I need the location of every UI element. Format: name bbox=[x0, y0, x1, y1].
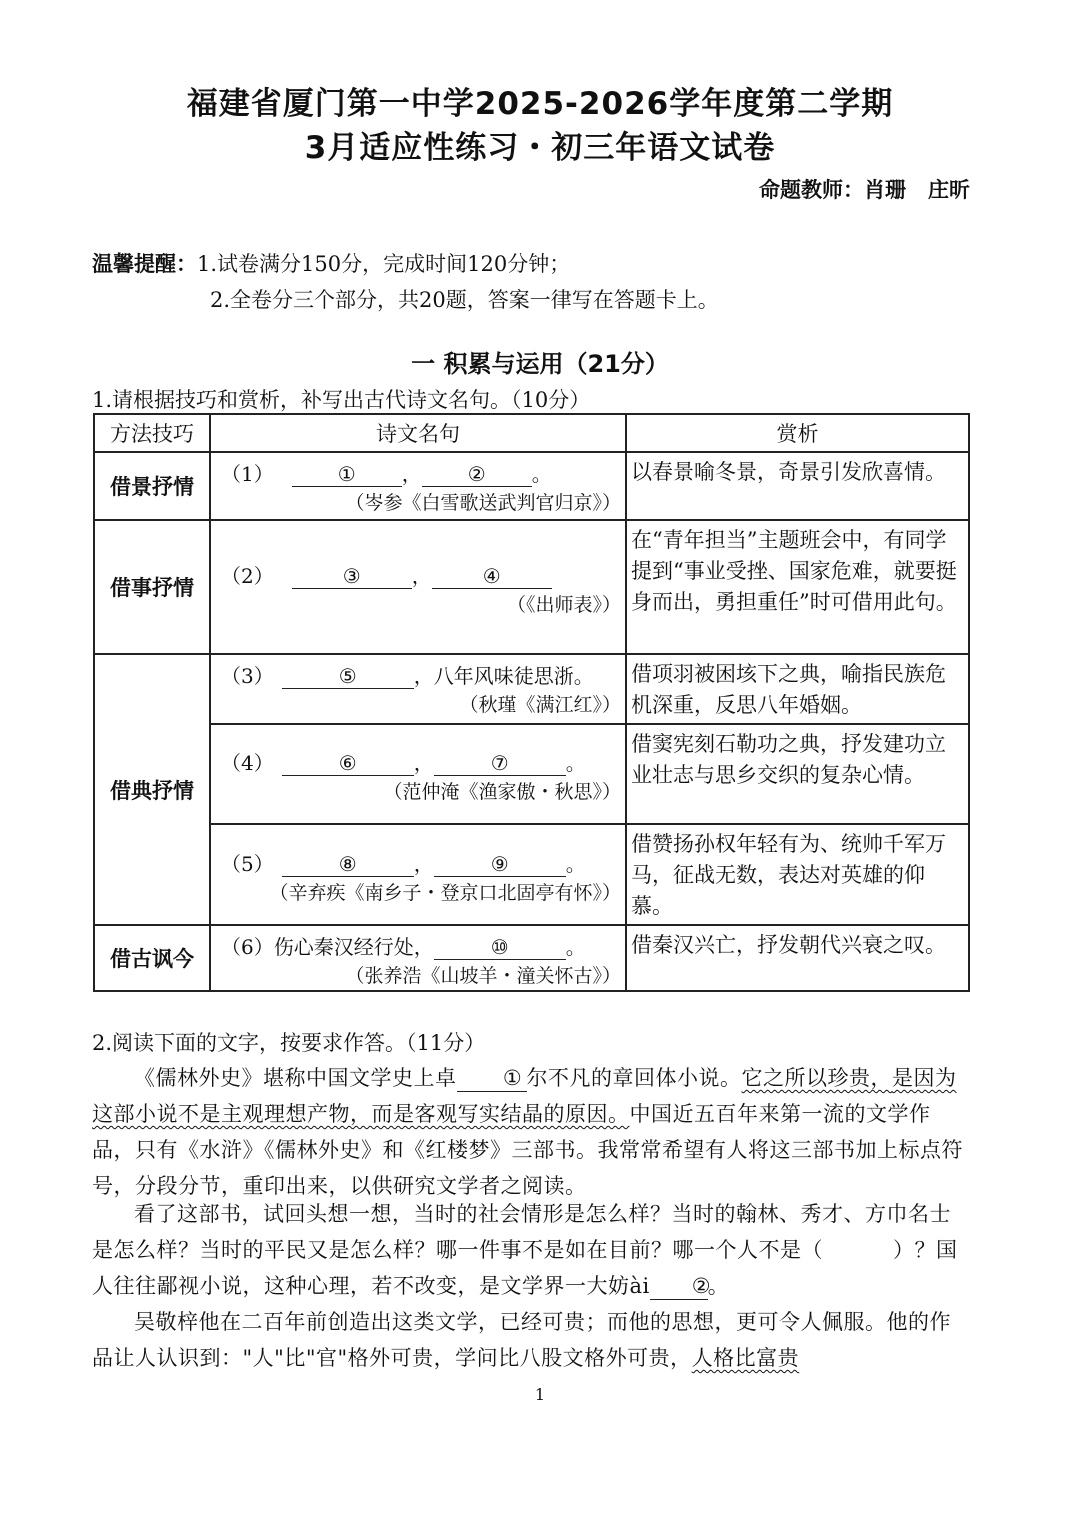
analysis-cell: 借项羽被困垓下之典，喻指民族危机深重，反思八年婚姻。 bbox=[626, 654, 969, 724]
wavy-underlined-sentence-cont: 是因为这部小说不是主观理想产物，而是客观写实结晶的原因。 bbox=[92, 1066, 957, 1126]
answer-blank: ⑥ bbox=[282, 751, 414, 776]
method-cell: 借事抒情 bbox=[94, 520, 210, 654]
table-row bbox=[94, 724, 969, 824]
poem-cell: （4） ⑥ ， ⑦ 。 （范仲淹《渔家傲・秋思》） bbox=[210, 724, 626, 824]
author-2: 庄昕 bbox=[928, 178, 970, 202]
answer-blank: ① bbox=[292, 462, 402, 487]
notice-label: 温馨提醒： bbox=[92, 252, 197, 276]
answer-blank: ⑩ bbox=[434, 935, 566, 960]
exam-title-line1: 福建省厦门第一中学2025-2026学年度第二学期 bbox=[186, 86, 894, 122]
table-row bbox=[94, 654, 969, 724]
poem-source: （秋瑾《满江红》） bbox=[459, 694, 621, 716]
poem-source: （《出师表》） bbox=[506, 594, 621, 616]
wavy-underlined-phrase: 人格比富贵 bbox=[691, 1346, 800, 1370]
poem-source: （范仲淹《渔家傲・秋思》） bbox=[383, 781, 621, 803]
answer-blank: ⑦ bbox=[434, 751, 566, 776]
answer-blank: ① bbox=[457, 1065, 527, 1092]
passage-paragraph-2: 看了这部书，试回头想一想，当时的社会情形是怎么样？当时的翰林、秀才、方巾名士是怎么样？当时的平民又是怎么样？哪一件事不是如在目前？哪一个人不是（ ）？国人往往鄙视小说，这种心理，若不改变，是文学界一大妨ài ②。 bbox=[92, 1202, 958, 1298]
passage-paragraph-3: 吴敬梓他在二百年前创造出这类文学，已经可贵；而他的思想，更可令人佩服。他的作品让人认识到："人"比"官"格外可贵，学问比八股文格外可贵，人格比富贵 bbox=[92, 1310, 951, 1370]
passage-paragraph-1: 《儒林外史》堪称中国文学史上卓 ① 尔不凡的章回体小说。它之所以珍贵，是因为这部小说不是主观理想产物，而是客观写实结晶的原因。中国近五百年来第一流的文学作品，只有《水浒》《儒林外史》和《红楼梦》三部书。我常常希望有人将这三部书加上标点符号，分段分节，重印出来，以供研究文学者之阅读。 bbox=[92, 1066, 963, 1198]
header-analysis: 赏析 bbox=[626, 414, 969, 452]
poem-source: （岑参《白雪歌送武判官归京》） bbox=[345, 492, 621, 514]
analysis-cell: 在“青年担当”主题班会中，有同学提到“事业受挫、国家危难，就要挺身而出，勇担重任”时可借用此句。 bbox=[626, 520, 969, 654]
poem-source: （张养浩《山坡羊・潼关怀古》） bbox=[345, 965, 621, 987]
answer-blank: ③ bbox=[292, 564, 412, 589]
analysis-cell: 借秦汉兴亡，抒发朝代兴衰之叹。 bbox=[626, 925, 969, 991]
analysis-cell: 以春景喻冬景，奇景引发欣喜情。 bbox=[626, 452, 969, 520]
table-row bbox=[94, 925, 969, 991]
poetry-table bbox=[93, 413, 970, 992]
author-line bbox=[759, 174, 970, 204]
notice-block bbox=[92, 246, 719, 318]
table-header-row bbox=[94, 414, 969, 452]
header-poem: 诗文名句 bbox=[210, 414, 626, 452]
answer-blank: ⑤ bbox=[282, 664, 414, 689]
poem-source: （辛弃疾《南乡子・登京口北固亭有怀》） bbox=[269, 881, 621, 904]
table-row bbox=[94, 824, 969, 925]
answer-blank: ⑨ bbox=[434, 852, 566, 877]
method-cell: 借典抒情 bbox=[94, 654, 210, 925]
exam-title-line2: 3月适应性练习・初三年语文试卷 bbox=[304, 130, 776, 166]
question-2-prompt: 2.阅读下面的文字，按要求作答。（11分） bbox=[92, 1031, 486, 1055]
table-row bbox=[94, 452, 969, 520]
method-cell: 借古讽今 bbox=[94, 925, 210, 991]
answer-blank: ② bbox=[650, 1273, 708, 1300]
answer-blank: ⑧ bbox=[282, 852, 414, 877]
method-cell: 借景抒情 bbox=[94, 452, 210, 520]
notice-item-1: 1.试卷满分150分，完成时间120分钟； bbox=[197, 252, 571, 276]
answer-blank: ② bbox=[422, 462, 532, 487]
poem-cell: （5） ⑧ ， ⑨ 。 （辛弃疾《南乡子・登京口北固亭有怀》） bbox=[210, 824, 626, 925]
section-heading: 一 积累与运用（21分） bbox=[411, 350, 669, 378]
analysis-cell: 借窦宪刻石勒功之典，抒发建功立业壮志与思乡交织的复杂心情。 bbox=[626, 724, 969, 824]
author-1: 肖珊 bbox=[864, 178, 906, 202]
poem-cell: （2） ③ ， ④ （《出师表》） bbox=[210, 520, 626, 654]
poem-cell: （6）伤心秦汉经行处， ⑩ 。 （张养浩《山坡羊・潼关怀古》） bbox=[210, 925, 626, 991]
poem-cell: （1） ① ， ② 。 （岑参《白雪歌送武判官归京》） bbox=[210, 452, 626, 520]
question-1-prompt: 1.请根据技巧和赏析，补写出古代诗文名句。（10分） bbox=[92, 388, 591, 412]
wavy-underlined-sentence: 它之所以珍贵， bbox=[741, 1066, 892, 1090]
answer-blank: ④ bbox=[432, 564, 552, 589]
poem-cell: （3） ⑤ ，八年风味徒思浙。 （秋瑾《满江红》） bbox=[210, 654, 626, 724]
notice-item-2: 2.全卷分三个部分，共20题，答案一律写在答题卡上。 bbox=[210, 288, 719, 312]
analysis-cell: 借赞扬孙权年轻有为、统帅千军万马，征战无数，表达对英雄的仰慕。 bbox=[626, 824, 969, 925]
author-label: 命题教师： bbox=[759, 178, 864, 202]
page-number: 1 bbox=[534, 1385, 546, 1404]
table-row bbox=[94, 520, 969, 654]
header-method: 方法技巧 bbox=[94, 414, 210, 452]
